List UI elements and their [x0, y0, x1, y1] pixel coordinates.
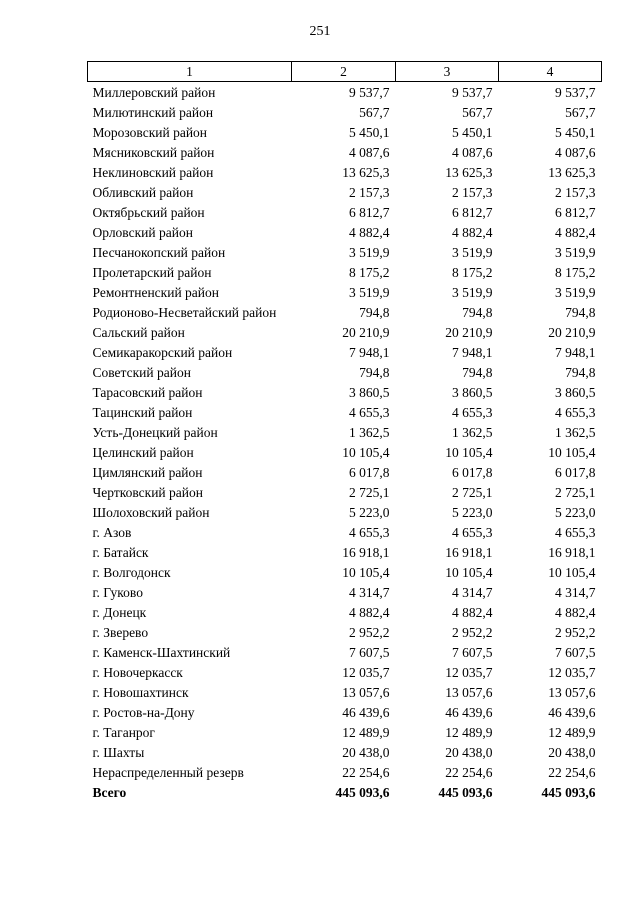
table-row [88, 542, 602, 562]
table-row [88, 442, 602, 462]
value-cell-col-4: 3 860,5 [555, 385, 596, 400]
district-name: Тарасовский район [92, 385, 203, 400]
value-cell-col-2: 4 882,4 [349, 225, 390, 240]
value-cell-col-4: 12 489,9 [548, 725, 596, 740]
district-name: Пролетарский район [92, 265, 212, 280]
district-name: Обливский район [92, 185, 194, 200]
page-number: 251 [309, 24, 331, 39]
value-cell-col-3: 13 057,6 [445, 685, 493, 700]
table-row [88, 322, 602, 342]
table-row [88, 282, 602, 302]
district-name: г. Зверево [92, 625, 149, 640]
district-name: Песчанокопский район [92, 245, 226, 260]
value-cell-col-2: 7 948,1 [349, 345, 390, 360]
column-header-4: 4 [499, 62, 602, 82]
value-cell-col-3: 7 948,1 [452, 345, 493, 360]
district-name: г. Новошахтинск [92, 685, 189, 700]
value-cell-col-4: 6 812,7 [555, 205, 596, 220]
value-cell-col-4: 3 519,9 [555, 245, 596, 260]
table-row [88, 702, 602, 722]
value-cell-col-3: 2 952,2 [452, 625, 493, 640]
value-cell-col-2: 445 093,6 [335, 785, 390, 800]
table-row [88, 142, 602, 162]
table-row [88, 182, 602, 202]
value-cell-col-4: 12 035,7 [548, 665, 596, 680]
value-cell-col-2: 12 035,7 [342, 665, 390, 680]
value-cell-col-2: 12 489,9 [342, 725, 390, 740]
value-cell-col-3: 4 882,4 [452, 605, 493, 620]
district-name: г. Гуково [92, 585, 143, 600]
column-header-2: 2 [292, 62, 396, 82]
value-cell-col-3: 8 175,2 [452, 265, 493, 280]
value-cell-col-4: 5 450,1 [555, 125, 596, 140]
value-cell-col-3: 10 105,4 [445, 445, 493, 460]
district-name: Нераспределенный резерв [92, 765, 244, 780]
value-cell-col-2: 13 625,3 [342, 165, 390, 180]
value-cell-col-4: 6 017,8 [555, 465, 596, 480]
table-row [88, 602, 602, 622]
value-cell-col-2: 7 607,5 [349, 645, 390, 660]
value-cell-col-3: 4 087,6 [452, 145, 493, 160]
value-cell-col-3: 794,8 [462, 365, 493, 380]
table-row [88, 482, 602, 502]
table-row [88, 522, 602, 542]
value-cell-col-2: 5 223,0 [349, 505, 390, 520]
value-cell-col-3: 22 254,6 [445, 765, 493, 780]
value-cell-col-3: 9 537,7 [452, 85, 493, 100]
value-cell-col-4: 794,8 [565, 365, 596, 380]
value-cell-col-2: 16 918,1 [342, 545, 390, 560]
value-cell-col-2: 8 175,2 [349, 265, 390, 280]
value-cell-col-4: 4 882,4 [555, 605, 596, 620]
table-row [88, 622, 602, 642]
value-cell-col-2: 3 860,5 [349, 385, 390, 400]
table-row [88, 262, 602, 282]
value-cell-col-4: 13 057,6 [548, 685, 596, 700]
table-row [88, 502, 602, 522]
district-name: Чертковский район [92, 485, 203, 500]
value-cell-col-4: 2 952,2 [555, 625, 596, 640]
table-row [88, 722, 602, 742]
district-name: г. Волгодонск [92, 565, 171, 580]
value-cell-col-2: 9 537,7 [349, 85, 390, 100]
table-row [88, 382, 602, 402]
value-cell-col-3: 16 918,1 [445, 545, 493, 560]
value-cell-col-4: 4 655,3 [555, 405, 596, 420]
district-name: г. Донецк [92, 605, 147, 620]
value-cell-col-4: 20 210,9 [548, 325, 596, 340]
table-row [88, 122, 602, 142]
table-row [88, 422, 602, 442]
value-cell-col-2: 6 812,7 [349, 205, 390, 220]
total-row [88, 782, 602, 802]
value-cell-col-2: 4 655,3 [349, 525, 390, 540]
table-row [88, 202, 602, 222]
value-cell-col-3: 4 314,7 [452, 585, 493, 600]
value-cell-col-2: 3 519,9 [349, 245, 390, 260]
value-cell-col-2: 20 438,0 [342, 745, 390, 760]
value-cell-col-2: 46 439,6 [342, 705, 390, 720]
table-row [88, 682, 602, 702]
value-cell-col-4: 8 175,2 [555, 265, 596, 280]
value-cell-col-2: 567,7 [359, 105, 390, 120]
value-cell-col-3: 46 439,6 [445, 705, 493, 720]
district-name: Мясниковский район [92, 145, 215, 160]
value-cell-col-3: 445 093,6 [438, 785, 493, 800]
total-label: Всего [92, 785, 127, 800]
table-row [88, 562, 602, 582]
district-name: Шолоховский район [92, 505, 210, 520]
value-cell-col-4: 22 254,6 [548, 765, 596, 780]
table-row [88, 362, 602, 382]
value-cell-col-3: 13 625,3 [445, 165, 493, 180]
district-name: Тацинский район [92, 405, 193, 420]
value-cell-col-3: 20 438,0 [445, 745, 493, 760]
district-name: Усть-Донецкий район [92, 425, 218, 440]
value-cell-col-2: 3 519,9 [349, 285, 390, 300]
district-name: г. Новочеркасск [92, 665, 183, 680]
district-name: Ремонтненский район [92, 285, 219, 300]
table-row [88, 582, 602, 602]
district-name: Советский район [92, 365, 191, 380]
table-header-row [88, 62, 602, 82]
district-name: Милютинский район [92, 105, 214, 120]
value-cell-col-4: 10 105,4 [548, 445, 596, 460]
district-name: г. Ростов-на-Дону [92, 705, 195, 720]
value-cell-col-3: 6 812,7 [452, 205, 493, 220]
value-cell-col-4: 20 438,0 [548, 745, 596, 760]
table-row [88, 462, 602, 482]
value-cell-col-2: 5 450,1 [349, 125, 390, 140]
district-name: Орловский район [92, 225, 193, 240]
value-cell-col-4: 9 537,7 [555, 85, 596, 100]
value-cell-col-4: 794,8 [565, 305, 596, 320]
value-cell-col-4: 46 439,6 [548, 705, 596, 720]
value-cell-col-2: 2 725,1 [349, 485, 390, 500]
value-cell-col-3: 5 223,0 [452, 505, 493, 520]
district-name: г. Каменск-Шахтинский [92, 645, 231, 660]
value-cell-col-4: 2 157,3 [555, 185, 596, 200]
value-cell-col-3: 3 860,5 [452, 385, 493, 400]
district-name: г. Шахты [92, 745, 145, 760]
district-name: Неклиновский район [92, 165, 214, 180]
district-name: Морозовский район [92, 125, 208, 140]
table-row [88, 242, 602, 262]
district-name: Семикаракорский район [92, 345, 233, 360]
column-header-3: 3 [396, 62, 499, 82]
value-cell-col-2: 794,8 [359, 305, 390, 320]
value-cell-col-4: 2 725,1 [555, 485, 596, 500]
value-cell-col-3: 12 035,7 [445, 665, 493, 680]
value-cell-col-2: 794,8 [359, 365, 390, 380]
value-cell-col-3: 2 725,1 [452, 485, 493, 500]
value-cell-col-3: 794,8 [462, 305, 493, 320]
district-name: Цимлянский район [92, 465, 203, 480]
district-name: Родионово-Несветайский район [92, 305, 277, 320]
table-row [88, 302, 602, 322]
value-cell-col-4: 10 105,4 [548, 565, 596, 580]
table-row [88, 642, 602, 662]
budget-table [87, 61, 602, 802]
value-cell-col-4: 16 918,1 [548, 545, 596, 560]
value-cell-col-2: 4 655,3 [349, 405, 390, 420]
value-cell-col-4: 445 093,6 [541, 785, 596, 800]
table-row [88, 222, 602, 242]
value-cell-col-4: 3 519,9 [555, 285, 596, 300]
value-cell-col-3: 3 519,9 [452, 285, 493, 300]
value-cell-col-2: 22 254,6 [342, 765, 390, 780]
district-name: Сальский район [92, 325, 185, 340]
value-cell-col-2: 4 314,7 [349, 585, 390, 600]
table-row [88, 162, 602, 182]
table-row [88, 402, 602, 422]
table-row [88, 82, 602, 103]
value-cell-col-3: 5 450,1 [452, 125, 493, 140]
value-cell-col-3: 20 210,9 [445, 325, 493, 340]
table-row [88, 662, 602, 682]
value-cell-col-3: 4 882,4 [452, 225, 493, 240]
value-cell-col-3: 4 655,3 [452, 525, 493, 540]
value-cell-col-3: 10 105,4 [445, 565, 493, 580]
value-cell-col-3: 6 017,8 [452, 465, 493, 480]
table-row [88, 762, 602, 782]
value-cell-col-4: 4 087,6 [555, 145, 596, 160]
value-cell-col-2: 10 105,4 [342, 565, 390, 580]
value-cell-col-2: 13 057,6 [342, 685, 390, 700]
value-cell-col-4: 7 948,1 [555, 345, 596, 360]
value-cell-col-4: 5 223,0 [555, 505, 596, 520]
value-cell-col-2: 10 105,4 [342, 445, 390, 460]
district-name: г. Батайск [92, 545, 149, 560]
value-cell-col-3: 2 157,3 [452, 185, 493, 200]
value-cell-col-4: 567,7 [565, 105, 596, 120]
value-cell-col-3: 7 607,5 [452, 645, 493, 660]
value-cell-col-3: 567,7 [462, 105, 493, 120]
column-header-1: 1 [88, 62, 292, 82]
value-cell-col-4: 7 607,5 [555, 645, 596, 660]
value-cell-col-4: 4 655,3 [555, 525, 596, 540]
value-cell-col-2: 6 017,8 [349, 465, 390, 480]
value-cell-col-4: 1 362,5 [555, 425, 596, 440]
value-cell-col-4: 4 314,7 [555, 585, 596, 600]
value-cell-col-4: 4 882,4 [555, 225, 596, 240]
table-row [88, 102, 602, 122]
district-name: Целинский район [92, 445, 194, 460]
value-cell-col-2: 20 210,9 [342, 325, 390, 340]
table-row [88, 742, 602, 762]
value-cell-col-4: 13 625,3 [548, 165, 596, 180]
value-cell-col-3: 4 655,3 [452, 405, 493, 420]
district-name: Октябрьский район [92, 205, 205, 220]
value-cell-col-3: 12 489,9 [445, 725, 493, 740]
table-row [88, 342, 602, 362]
district-name: Миллеровский район [92, 85, 216, 100]
value-cell-col-2: 2 952,2 [349, 625, 390, 640]
value-cell-col-3: 3 519,9 [452, 245, 493, 260]
table-body [88, 82, 602, 803]
district-name: г. Азов [92, 525, 132, 540]
value-cell-col-2: 2 157,3 [349, 185, 390, 200]
value-cell-col-2: 4 882,4 [349, 605, 390, 620]
value-cell-col-2: 1 362,5 [349, 425, 390, 440]
value-cell-col-3: 1 362,5 [452, 425, 493, 440]
value-cell-col-2: 4 087,6 [349, 145, 390, 160]
district-name: г. Таганрог [92, 725, 155, 740]
